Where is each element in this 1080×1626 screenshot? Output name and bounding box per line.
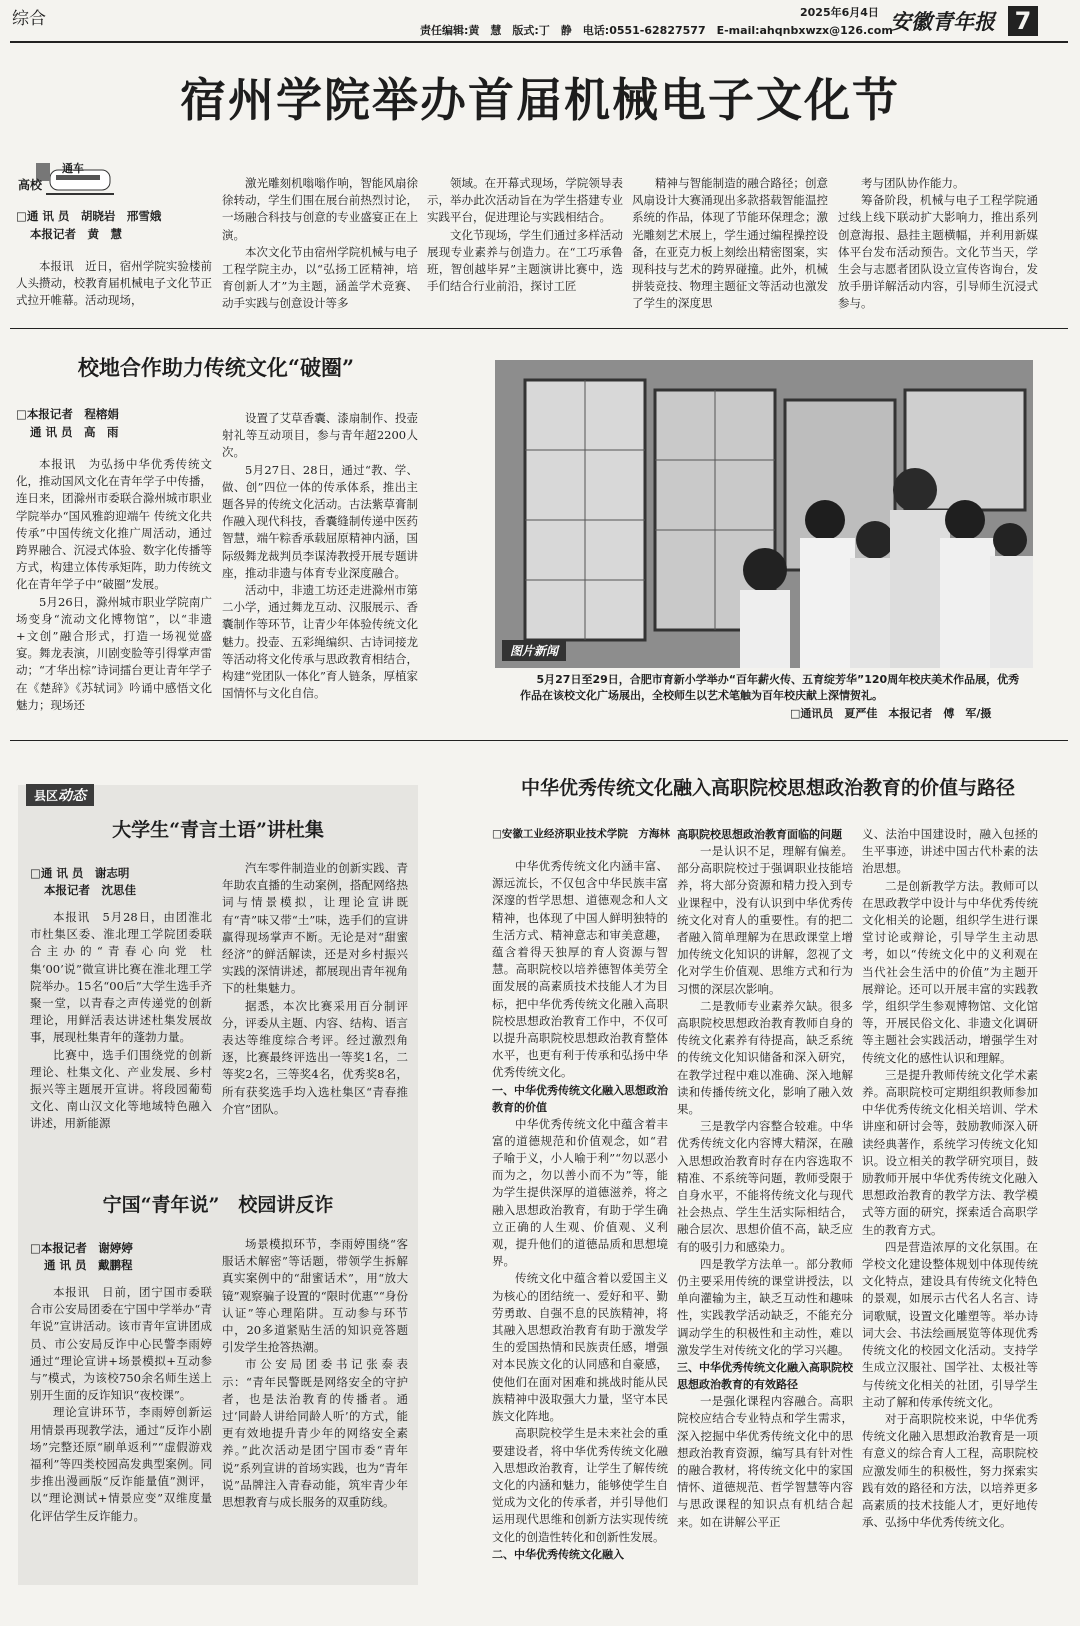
paragraph: 一是强化课程内容融合。高职院校应结合专业特点和学生需求，深入挖掘中华优秀传统文化中的思想政治教育资源，编写具有针对性的融合教材，将传统文化中的家国情怀、道德规范、哲学智慧等内容与思政课程的知识点有机结合起来。如在讲解公平正 [677, 1394, 853, 1529]
paragraph: 比赛中，选手们围绕党的创新理论、杜集文化、产业发展、乡村振兴等主题展开宣讲。将段园葡萄文化、南山汉文化等地域特色融入讲述，用新能源 [30, 1047, 212, 1131]
paragraph: 传统文化中蕴含着以爱国主义为核心的团结统一、爱好和平、勤劳勇敢、自强不息的民族精神，将其融入思想政治教育有助于激发学生的爱国热情和民族责任感，增强对本民族文化的认同感和自豪感，使他们在面对困难和挑战时能从民族精神中汲取强大力量，坚守本民族文化阵地。 [492, 1271, 668, 1424]
paragraph: 三是提升教师传统文化学术素养。高职院校可定期组织教师参加中华优秀传统文化相关培训、学术讲座和研讨会等，鼓励教师深入研读经典著作，系统学习传统文化知识。设立相关的教学研究项目，鼓励教师开展中华优秀传统文化融入思想政治教育的教学方法、教学模式等方面的研究，探索适合高职学生的教育方式。 [862, 1067, 1038, 1237]
county-story2-col-1 [30, 1284, 212, 1525]
lead-col-4 [632, 175, 828, 313]
lead-byline-2: 本报记者 黄 慧 [30, 227, 122, 241]
paragraph: 一是认识不足，理解有偏差。部分高职院校过于强调职业技能培养，将大部分资源和精力投入到专业课程中，没有认识到中华优秀传统文化对育人的重要性。有的把二者融入简单理解为在思政课堂上增加传统文化知识的讲解，忽视了文化对学生价值观、思维方式和行为习惯的深层次影响。 [677, 844, 853, 996]
lead-col-1 [16, 258, 212, 310]
column-tag-1: 高校 [18, 178, 43, 192]
paragraph: 本报讯 近日，宿州学院实验楼前人头攒动，校教育届机械电子文化节正式拉开帷幕。活动现场， [16, 259, 212, 308]
paragraph: 三是教学内容整合较难。中华优秀传统文化内容博大精深，在融入思想政治教育时存在内容选取不精准、不系统等问题，教师受限于自身水平，不能将传统文化与现代社会热点、学生生活实际相结合，融合层次、思想价值不高，缺乏应有的吸引力和感染力。 [677, 1119, 853, 1254]
masthead-logo [890, 6, 1050, 38]
paragraph: 市公安局团委书记张泰表示：“青年民警既是网络安全的守护者，也是法治教育的传播者。通过‘同龄人讲给同龄人听’的方式，能更有效地提升青少年的网络安全素养。”此次活动是团宁国市委“青年说”系列宣讲的首场实践，也为“青年说”品牌注入青春动能，筑牢青少年思想教育与成长服务的双重防线。 [222, 1357, 408, 1510]
county-story1-col-1 [30, 909, 212, 1133]
article2-col-1 [16, 456, 212, 714]
editor-line: 责任编辑:黄 慧 版式:丁 静 电话:0551-62827577 E-mail:ahqnbxwzx@126.com [420, 24, 893, 37]
paragraph: 本报讯 日前，团宁国市委联合市公安局团委在宁国中学举办“青年说”宣讲活动。该市青年宣讲团成员、市公安局反诈中心民警李雨婷通过“理论宣讲+场景模拟+互动参与”模式，为该校750余名师生送上别开生面的反诈知识“夜校课”。 [30, 1285, 212, 1403]
lead-byline-1: □通 讯 员 胡晓岩 邢雪娥 [16, 209, 162, 223]
column-logo [16, 160, 116, 200]
county-column-badge [26, 784, 94, 806]
article2-byline-1: □本报记者 程榕娟 [16, 407, 119, 421]
paragraph: 本次文化节由宿州学院机械与电子工程学院主办，以“弘扬工匠精神，培育创新人才”为主题，涵盖学术竞赛、动手实践与创意设计等多 [222, 244, 418, 311]
county-story1-byline-1: □通 讯 员 谢志明 [30, 866, 130, 880]
paragraph: 四是教学方法单一。部分教师仍主要采用传统的课堂讲授法，以单向灌输为主，缺乏互动性和趣味性，实践教学活动缺乏，不能充分调动学生的积极性和主动性，难以激发学生对传统文化的学习兴趣。 [677, 1256, 853, 1357]
paragraph: 活动中，非遗工坊还走进滁州市第二小学，通过舞龙互动、汉服展示、香囊制作等环节，让青少年体验传统文化魅力。投壶、五彩绳编织、古诗词接龙等活动将文化传承与思政教育相结合，构建“党团队一体化”育人链条，厚植家国情怀与文化自信。 [222, 583, 418, 701]
lead-col-2 [222, 175, 418, 313]
paragraph: 激光雕刻机嗡嗡作响，智能风扇徐徐转动，学生们围在展台前热烈讨论，一场融合科技与创意的专业盛宴正在上演。 [222, 176, 418, 242]
county-story2-title: 宁国“青年说” 校园讲反诈 [102, 1194, 334, 1216]
lead-col-5 [838, 175, 1038, 313]
paragraph: 中华优秀传统文化内涵丰富、源远流长，不仅包含中华民族丰富深邃的哲学思想、道德观念和人文精神，也体现了中国人鲜明独特的生活方式、精神意志和审美意趣，蕴含着得天独厚的育人资源与智慧。高职院校以培养德智体美劳全面发展的高素质技术技能人才为目标，把中华优秀传统文化融入高职院校思想政治教育工作中，不仅可以提升高职院校思想政治教育整体水平，也更有利于传承和弘扬中华优秀传统文化。 [492, 859, 668, 1080]
essay-col-2 [677, 826, 853, 1531]
issue-date: 2025年6月4日 [800, 6, 879, 19]
county-story2-col-2 [222, 1236, 408, 1511]
paragraph: 理论宣讲环节，李雨婷创新运用情景再现教学法，通过“反诈小剧场”完整还原“刷单返利”“虚假游戏福利”等四类校园高发典型案例。同步推出漫画版“反诈能量值”测评，以“理论测试+情景应变”双维度量化评估学生反诈能力。 [30, 1405, 212, 1523]
subheading: 三、中华优秀传统文化融入高职院校思想政治教育的有效路径 [677, 1361, 853, 1392]
paragraph: 设置了艾草香囊、漆扇制作、投壶射礼等互动项目，参与青年超2200人次。 [222, 411, 418, 460]
paragraph: 四是营造浓厚的文化氛围。在学校文化建设整体规划中体现传统文化特点，建设具有传统文化特色的景观，如展示古代名人名言、诗词歌赋，设置文化雕塑等。举办诗词大会、书法绘画展览等体现优秀传统文化的校园文化活动。支持学生成立汉服社、国学社、太极社等与传统文化相关的社团，引导学生主动了解和传承传统文化。 [862, 1239, 1038, 1409]
paragraph: 考与团队协作能力。 [861, 176, 965, 190]
paragraph: 中华优秀传统文化中蕴含着丰富的道德规范和价值观念，如“君子喻于义，小人喻于利”“勿以恶小而为之，勿以善小而不为”等，能为学生提供深厚的道德滋养，将之融入思想政治教育，有助于学生确立正确的人生观、价值观、义利观，提升他们的道德品质和思想境界。 [492, 1116, 668, 1269]
paragraph: 精神与智能制造的融合路径；创意风扇设计大赛涌现出多款搭载智能温控系统的作品，体现了节能环保理念；激光雕刻艺术展上，学生通过编程操控设备，在亚克力板上刻绘出精密图案，实现科技与艺术的跨界碰撞。此外，机械拼装竞技、物理主题征文等活动也激发了学生的深度思 [632, 176, 828, 311]
subheading: 高职院校思想政治教育面临的问题 [677, 828, 842, 841]
paragraph: 本报讯 为弘扬中华优秀传统文化，推动国风文化在青年学子中传播，连日来，团滁州市委联合滁州城市职业学院举办“国风雅韵迎端午 传统文化共传承”中国传统文化推广周活动，通过跨界融合、沉浸式体验、数字化传播等方式，构建立体传承矩阵，助力传统文化在青年学子中“破圈”发展。 [16, 457, 212, 592]
paragraph: 领域。在开幕式现场，学院领导表示，举办此次活动旨在为学生搭建专业实践平台，促进理论与实践相结合。 [427, 176, 623, 225]
county-story2-byline-2: 通 讯 员 戴鹏程 [44, 1258, 133, 1272]
lead-col-3 [427, 175, 623, 295]
paper-name: 安徽青年报 [890, 9, 995, 34]
article2-col-2 [222, 410, 418, 702]
paragraph: 对于高职院校来说，中华优秀传统文化融入思想政治教育是一项有意义的综合育人工程，高职院校应激发师生的积极性，努力探索实践有效的路径和方法，以培养更多高素质的技术技能人才，更好地传承、弘扬中华优秀传统文化。 [862, 1411, 1038, 1530]
paragraph: 场景模拟环节，李雨婷围绕“客服话术解密”等话题，带领学生拆解真实案例中的“甜蜜话术”，用“放大镜”观察骗子设置的“限时优惠”“身份认证”等心理陷阱。互动参与环节中，20多道紧贴生活的知识竞答题引发学生抢答热潮。 [222, 1237, 408, 1355]
essay-col-1 [492, 858, 668, 1563]
paragraph: 筹备阶段，机械与电子工程学院通过线上线下联动扩大影响力，推出系列创意海报、悬挂主题横幅，并利用新媒体平台发布活动预告。文化节当天，学生会与志愿者团队设立宣传咨询台，发放手册详解活动内容，引导师生沉浸式参与。 [838, 193, 1038, 311]
paragraph: 高职院校学生是未来社会的重要建设者，将中华优秀传统文化融入思想政治教育，让学生了解传统文化的内涵和魅力，能够使学生自觉成为文化的传承者，并引导他们运用现代思维和创新方法实现传统文化的创造性转化和创新性发展。 [492, 1426, 668, 1544]
photo-credit: □通讯员 夏严佳 本报记者 傅 军/摄 [790, 707, 992, 720]
county-story1-byline-2: 本报记者 沈思佳 [44, 883, 136, 897]
exhibition-photo [495, 360, 1033, 668]
column-tag-2: 通车 [62, 162, 84, 175]
page-number: 7 [1008, 6, 1038, 36]
news-photo [495, 360, 1033, 668]
photo-news-tag: 图片新闻 [502, 640, 566, 661]
county-story1-title: 大学生“青言土语”讲杜集 [112, 819, 324, 841]
photo-caption: 5月27日至29日，合肥市育新小学举办“百年薪火传、五育绽芳华”120周年校庆美术作品展，优秀作品在该校文化广场展出，全校师生以艺术笔触为百年校庆献上深情贺礼。 [520, 673, 1020, 702]
paragraph: 义、法治中国建设时，融入包拯的生平事迹，讲述中国古代朴素的法治思想。 [862, 827, 1038, 876]
paragraph: 汽车零件制造业的创新实践、青年助农直播的生动案例，搭配网络热词与情景模拟，让理论宣讲既有“青”味又带“土”味，选手们的宣讲赢得现场掌声不断。无论是对“甜蜜经济”的鲜活解读，还是对乡村振兴实践的深情讲述，都展现出青年视角下的杜集魅力。 [222, 861, 408, 996]
paragraph: 5月26日，滁州城市职业学院南广场变身“流动文化博物馆”，以“非遗+文创”融合形式，打造一场视觉盛宴。舞龙表演，川剧变脸等引得掌声雷动；“才华出棕”诗词擂台更让青年学子在《楚辞》《苏轼词》吟诵中感悟文化魅力；现场还 [16, 594, 212, 712]
header-rule [10, 41, 1068, 43]
lead-title: 宿州学院举办首届机械电子文化节 [180, 73, 900, 127]
county-story2-byline-1: □本报记者 谢婷婷 [30, 1241, 133, 1255]
essay-byline: □安徽工业经济职业技术学院 方海林 [492, 828, 670, 840]
paragraph: 二是教师专业素养欠缺。很多高职院校思想政治教育教师自身的传统文化素养有待提高，缺乏系统的传统文化知识储备和深入研究，在教学过程中难以准确、深入地解读和传播传统文化，影响了融入效果。 [677, 998, 853, 1117]
article2-byline-2: 通 讯 员 高 雨 [30, 425, 119, 439]
divider-1 [10, 328, 1068, 329]
paragraph: 据悉，本次比赛采用百分制评分，评委从主题、内容、结构、语言表达等维度综合考评。经过激烈角逐，比赛最终评选出一等奖1名，二等奖2名，三等奖4名，优秀奖8名，所有获奖选手均入选杜集区“青春推介官”团队。 [222, 998, 408, 1116]
essay-title: 中华优秀传统文化融入高职院校思想政治教育的价值与路径 [520, 777, 1015, 799]
county-story1-col-2 [222, 860, 408, 1118]
paragraph: 二是创新教学方法。教师可以在思政教学中设计与中华优秀传统文化相关的论题，组织学生进行课堂讨论或辩论，引导学生主动思考，如以“传统文化中的义利观在当代社会生活中的价值”为主题开展辩论。还可以开展丰富的实践教学，组织学生参观博物馆、文化馆等，开展民俗文化、非遗文化调研等主题社会实践活动，增强学生对传统文化的感性认识和理解。 [862, 878, 1038, 1065]
paragraph: 文化节现场，学生们通过多样活动展现专业素养与创造力。在“工巧承鲁班，智创越毕昇”主题演讲比赛中，选手们结合行业前沿，探讨工匠 [427, 227, 623, 294]
paragraph: 本报讯 5月28日，由团淮北市杜集区委、淮北理工学院团委联合主办的“青春心向党 杜集‘00’说”微宣讲比赛在淮北理工学院举办。15名“00后”大学生选手齐聚一堂，以青春之声传递党的创新理论，用鲜活表达讲述杜集发展故事，展现杜集青年的蓬勃力量。 [30, 910, 212, 1045]
paragraph: 5月27日、28日，通过“教、学、做、创”四位一体的传承体系，推出主题各异的传统文化活动。古法紫草膏制作融入现代科技，香囊缝制传递中医药智慧，端午粽香承载屈原精神内涵，国际级舞龙裁判员李谋涛教授开展专题讲座，推动非遗与体育专业深度融合。 [222, 462, 418, 580]
county-column-name-1: 县区 [34, 789, 59, 803]
article2-title: 校地合作助力传统文化“破圈” [77, 355, 355, 380]
subheading: 一、中华优秀传统文化融入思想政治教育的价值 [492, 1083, 668, 1114]
section-label: 综合 [12, 9, 46, 29]
divider-2 [10, 740, 1068, 741]
county-column-name-2: 动态 [58, 788, 87, 804]
essay-col-3 [862, 826, 1038, 1531]
subheading: 二、中华优秀传统文化融入 [492, 1547, 624, 1561]
